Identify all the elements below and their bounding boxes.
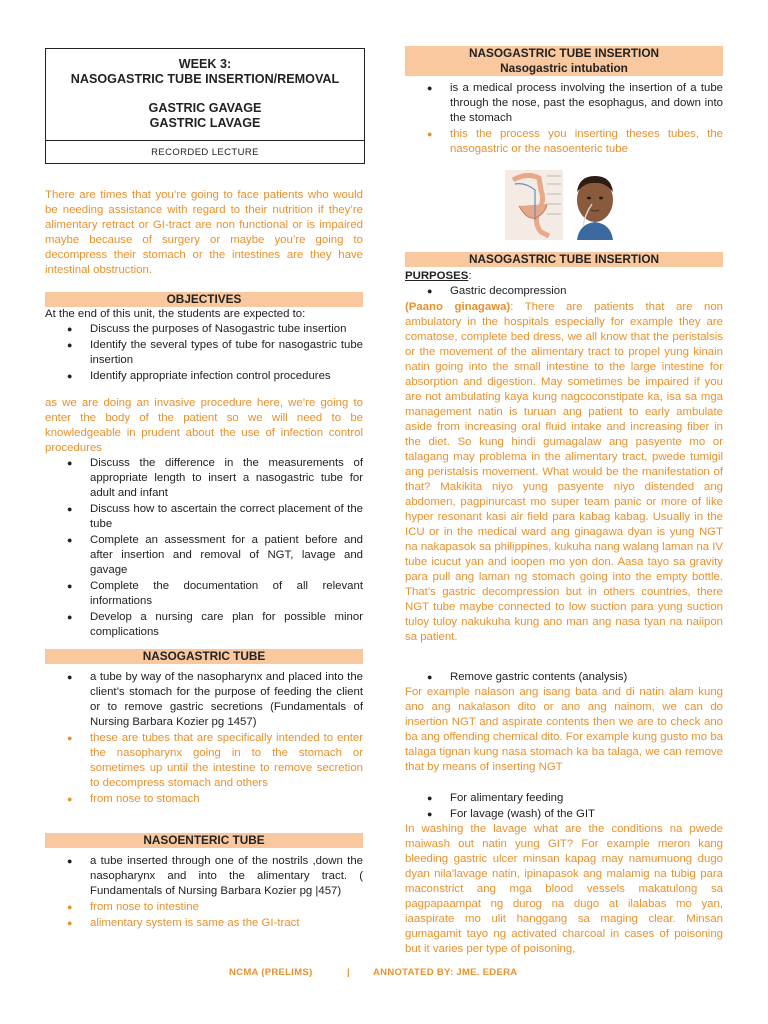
decompression-paragraph (405, 300, 723, 645)
purpose-item: ● Remove gastric contents (analysis) (405, 670, 723, 685)
ngt-note: ● these are tubes that are specifically intended to enter the nasopharynx going in to the stomach or sometimes up until the intestine to remove secretion to decompress stomach and others (45, 731, 363, 791)
insertion-definition: ● is a medical process involving the insertion of a tube through the nose, past the esophagus, and down into the stomach (405, 81, 723, 126)
objectives-lead: At the end of this unit, the students are expected to: (45, 308, 306, 320)
insertion-list (405, 81, 723, 158)
purpose-item: ● For alimentary feeding (405, 791, 723, 806)
purpose-list-2 (405, 670, 723, 686)
analysis-paragraph: For example nalason ang isang bata and di natin alam kung ano ang nakalason dito or ano ang nainom, we can do insertion NGT and aspirate contents then we are to check ano ba ang offending chemical dito. For example kung gusto mo ba talaga tignan kung nasa stomach ka ba talaga, we can remove that by means of inserting NGT (405, 686, 723, 773)
net-note: ● alimentary system is same as the GI-tract (45, 916, 363, 931)
ngt-route: ● from nose to stomach (45, 792, 363, 807)
recorded-lecture-label: RECORDED LECTURE (46, 140, 364, 163)
insertion-note: ● this the process you inserting theses tubes, the nasogastric or the nasoenteric tube (405, 127, 723, 157)
footer-course: NCMA (PRELIMS) (229, 967, 313, 978)
purpose-list-1 (405, 284, 723, 300)
ngt-illustration-svg (505, 170, 625, 240)
intro-paragraph: There are times that you’re going to face patients who would be needing assistance with regard to their nutrition if they’re alimentary retract or GI-tract are non functional or is impaired maybe because of surgery or maybe you’re going to decompress their stomach or the intestines are they have intestinal obstruction. (45, 189, 363, 276)
objectives-list-a (45, 322, 363, 385)
purpose-list-3 (405, 791, 723, 823)
intubation-subheading: Nasogastric intubation (405, 61, 723, 76)
list-item: ● Discuss how to ascertain the correct placement of the tube (45, 502, 363, 532)
paano-label: (Paano ginagawa) (405, 301, 511, 313)
week-label: WEEK 3: (178, 57, 232, 71)
objectives-heading: OBJECTIVES (45, 292, 363, 307)
purposes-colon: : (468, 270, 472, 282)
footer-separator: | (347, 967, 350, 978)
net-definition: ● a tube inserted through one of the nostrils ,down the nasopharynx and into the alimentary tract. ( Fundamentals of Nursing Barbara Kozier pg |457) (45, 854, 363, 899)
topic-title: NASOGASTRIC TUBE INSERTION/REMOVAL (70, 72, 340, 86)
lavage-paragraph: In washing the lavage what are the conditions na pwede maiwash out natin yung GIT? For example meron kang bleeding gastric ulcer minsan kapag may namumuong dugo dyan nila'lavage natin, ipinapasok ang malamig na tubig para maconstrict ang mga blood vessels makatulong sa pagpapaampat ng durog na dugo at ilalabas mo yan, iaaspirate mo ulit hanggang sa maging clear. Minsan gumagamit tayo ng activated charcoal in cases of poisoning but it varies per type of poisoning, (405, 823, 723, 955)
decompression-text: : There are patients that are non ambulatory in the hospitals especially for example they are comatose, complete bed dress, we all know that the peristalsis or the movement of the alimentary tract to propel yung kinain natin going into the small intestine to the large intestine for absorption and digestion. May sometimes be impaired if you are not ambulating kaya kung nagcoconstipate ka, isa sa mga management natin is turuan ang patient to early ambulate aside from increasing oral fluid intake and increasing fiber in the diet. So kung hindi gumagalaw ang pasyente mo or talagang may problema in the alimentary tract, pwede tumigil ang peristalsis movement. What would be the manifestation of that? Makikita niyo yung pasyente niyo distended ang abdomen, pagpinurcast mo super team panic or more of like hyper resonant kasi air field para kabag kabag. Usually in the ICU or in the medical ward ang ginagawa dyan is yung NGT na nakapasok sa philippines, kukuha nang walang laman na IV tube icucut yan and ioopen mo yon don. Aasa tayo sa gravity para pull ang laman ng stomach going into the empty bottle. That’s gastric decompression but in others countries, there NGT tube maybe connected to low suction para yung suction tuloy tuloy nakukuha kung ano man ang nasa tyan na naiipon sa patient. (405, 301, 723, 643)
ngt-illustration (505, 170, 625, 240)
purpose-item: ● Gastric decompression (405, 284, 723, 299)
insertion-heading: NASOGASTRIC TUBE INSERTION (405, 46, 723, 61)
nasogastric-tube-list (45, 670, 363, 808)
gavage-title: GASTRIC GAVAGE (148, 101, 262, 115)
list-item: ● Discuss the purposes of Nasogastric tube insertion (45, 322, 363, 337)
list-item: ● Identify the several types of tube for nasogastric tube insertion (45, 338, 363, 368)
purposes-label: PURPOSES (405, 270, 469, 282)
footer-annotator: ANNOTATED BY: JME. EDERA (373, 967, 518, 978)
infection-control-note: as we are doing an invasive procedure here, we’re going to enter the body of the patient so we will need to be knowledgeable in prudent about the use of infection control procedures (45, 397, 363, 454)
net-route: ● from nose to intestine (45, 900, 363, 915)
nasoenteric-tube-heading: NASOENTERIC TUBE (45, 833, 363, 848)
list-item: ● Discuss the difference in the measurements of appropriate length to insert a nasogastric tube for adult and infant (45, 456, 363, 501)
objectives-list-b (45, 456, 363, 641)
lavage-title: GASTRIC LAVAGE (149, 116, 261, 130)
nasoenteric-tube-list (45, 854, 363, 932)
purpose-item: ● For lavage (wash) of the GIT (405, 807, 723, 822)
title-box (45, 48, 365, 164)
title-main (46, 49, 364, 140)
purposes-section-heading: NASOGASTRIC TUBE INSERTION (405, 252, 723, 267)
purposes-label-line (405, 269, 723, 284)
list-item: ● Complete an assessment for a patient before and after insertion and removal of NGT, lavage and gavage (45, 533, 363, 578)
list-item: ● Complete the documentation of all relevant informations (45, 579, 363, 609)
list-item: ● Develop a nursing care plan for possible minor complications (45, 610, 363, 640)
ngt-definition: ● a tube by way of the nasopharynx and placed into the client’s stomach for the purpose of feeding the client or to remove gastric secretions (Fundamentals of Nursing Barbara Kozier pg 1457) (45, 670, 363, 730)
nasogastric-tube-heading: NASOGASTRIC TUBE (45, 649, 363, 664)
list-item: ● Identify appropriate infection control procedures (45, 369, 363, 384)
